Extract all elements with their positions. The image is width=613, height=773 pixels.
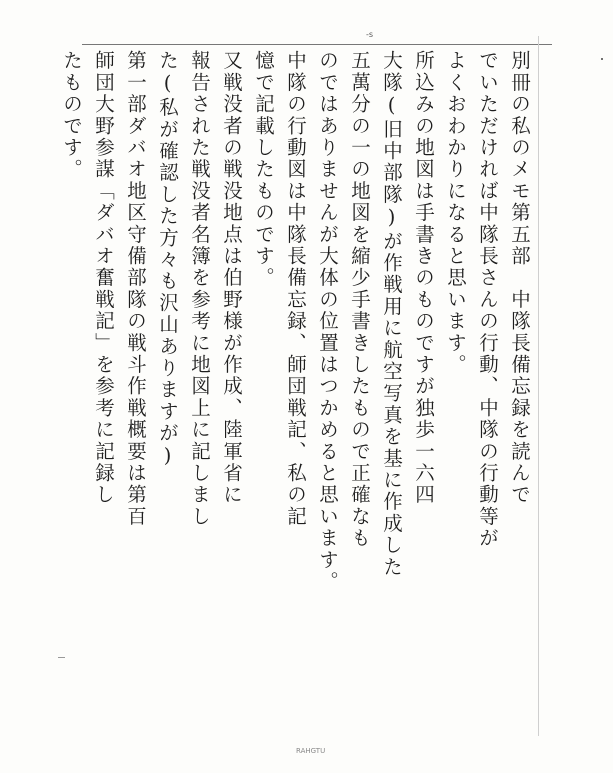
text-line: 報告された戦没者名簿を参考に地図上に記しまし <box>188 50 211 528</box>
text-line: 憶で記載したものです。 <box>252 50 275 289</box>
right-margin-line <box>538 36 539 736</box>
scan-speck <box>601 58 603 60</box>
bottom-scan-mark: RAHGTU <box>296 747 326 755</box>
text-line: 所込みの地図は手書きのものですが独歩一六四 <box>412 50 435 506</box>
text-line: よくおわかりになると思います。 <box>444 50 467 376</box>
top-rule-line <box>82 44 552 45</box>
text-line: 中隊の行動図は中隊長備忘録、師団戦記、私の記 <box>284 50 307 528</box>
text-line: た(私が確認した方々も沢山ありますが) <box>156 50 179 470</box>
text-line: たものです。 <box>60 50 83 181</box>
text-line: 師団大野参謀「ダバオ奮戦記」を参考に記録し <box>92 50 115 506</box>
top-mark: -s <box>366 30 374 39</box>
text-line: のではありませんが大体の位置はつかめると思います。 <box>316 50 339 593</box>
text-line: 大隊(旧中部隊)が作戦用に航空写真を基に作成した <box>380 50 403 578</box>
text-line: 五萬分の一の地図を縮少手書きしたもので正確なも <box>348 50 371 550</box>
text-line: でいただければ中隊長さんの行動、中隊の行動等が <box>476 50 499 550</box>
text-line: 又戦没者の戦没地点は伯野様が作成、陸軍省に <box>220 50 243 506</box>
text-line: 第一部ダバオ地区守備部隊の戦斗作戦概要は第百 <box>124 50 147 528</box>
text-line: 別冊の私のメモ第五部 中隊長備忘録を読んで <box>508 50 531 506</box>
vertical-text-body <box>60 50 535 730</box>
